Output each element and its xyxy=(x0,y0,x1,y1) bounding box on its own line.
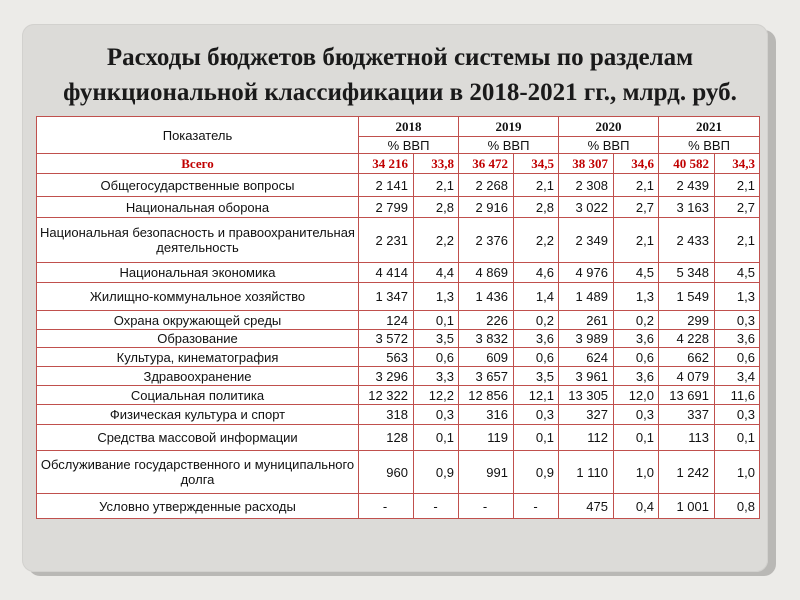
cell-2019-value: 991 xyxy=(459,451,514,494)
cell-2021-value: 337 xyxy=(659,405,715,425)
cell-2020-value: 1 489 xyxy=(559,283,614,311)
title-line-2: функциональной классификации в 2018-2021 гг., млрд. руб. xyxy=(63,79,737,106)
cell-2020-gdp: 1,3 xyxy=(614,283,659,311)
cell-2020-gdp: 2,1 xyxy=(614,218,659,263)
cell-2021-gdp: 2,1 xyxy=(715,174,760,197)
cell-2018-value: 4 414 xyxy=(359,263,414,283)
row-label: Обслуживание государственного и муниципального долга xyxy=(37,451,359,494)
cell-2018-gdp: 0,9 xyxy=(414,451,459,494)
cell-2020-gdp: 0,3 xyxy=(614,405,659,425)
cell-2019-gdp: 4,6 xyxy=(514,263,559,283)
cell-2020-gdp: 0,6 xyxy=(614,348,659,367)
year-header-2019: 2019 xyxy=(459,117,559,137)
cell-2021-gdp: 1,0 xyxy=(715,451,760,494)
cell-2020-gdp: 0,1 xyxy=(614,425,659,451)
cell-2018-gdp: 0,1 xyxy=(414,311,459,330)
cell-2020-value: 3 022 xyxy=(559,197,614,218)
cell-2018-value: 563 xyxy=(359,348,414,367)
table-row xyxy=(37,197,760,218)
cell-2021-gdp: 0,1 xyxy=(715,425,760,451)
cell-2020-value: 3 961 xyxy=(559,367,614,386)
cell-2020-value: 2 308 xyxy=(559,174,614,197)
cell-2019-value: 3 657 xyxy=(459,367,514,386)
row-label: Средства массовой информации xyxy=(37,425,359,451)
cell-2021-value: 662 xyxy=(659,348,715,367)
total-2020-value: 38 307 xyxy=(559,154,614,174)
cell-2020-gdp: 3,6 xyxy=(614,367,659,386)
row-label: Социальная политика xyxy=(37,386,359,405)
cell-2019-gdp: 2,2 xyxy=(514,218,559,263)
gdp-header-2020: % ВВП xyxy=(559,137,659,154)
cell-2019-value: 12 856 xyxy=(459,386,514,405)
row-label: Национальная безопасность и правоохранительная деятельность xyxy=(37,218,359,263)
cell-2018-value: 1 347 xyxy=(359,283,414,311)
cell-2020-value: 1 110 xyxy=(559,451,614,494)
total-2018-value: 34 216 xyxy=(359,154,414,174)
cell-2018-gdp: 12,2 xyxy=(414,386,459,405)
cell-2020-value: 2 349 xyxy=(559,218,614,263)
cell-2020-gdp: 2,1 xyxy=(614,174,659,197)
cell-2018-value: 3 572 xyxy=(359,330,414,348)
table-row xyxy=(37,425,760,451)
cell-2020-gdp: 0,2 xyxy=(614,311,659,330)
cell-2019-gdp: 1,4 xyxy=(514,283,559,311)
cell-2019-gdp: 0,6 xyxy=(514,348,559,367)
row-label: Культура, кинематография xyxy=(37,348,359,367)
cell-2019-gdp: 2,8 xyxy=(514,197,559,218)
cell-2020-value: 13 305 xyxy=(559,386,614,405)
year-header-2021: 2021 xyxy=(659,117,760,137)
total-2019-value: 36 472 xyxy=(459,154,514,174)
cell-2020-gdp: 2,7 xyxy=(614,197,659,218)
table-row xyxy=(37,405,760,425)
table-row xyxy=(37,367,760,386)
cell-2020-gdp: 4,5 xyxy=(614,263,659,283)
table-row xyxy=(37,451,760,494)
table-row xyxy=(37,386,760,405)
cell-2019-value: 226 xyxy=(459,311,514,330)
table-row xyxy=(37,348,760,367)
cell-2018-gdp: 2,2 xyxy=(414,218,459,263)
cell-2018-gdp: 0,6 xyxy=(414,348,459,367)
cell-2020-value: 112 xyxy=(559,425,614,451)
cell-2019-value: 2 916 xyxy=(459,197,514,218)
cell-2021-value: 2 439 xyxy=(659,174,715,197)
cell-2021-value: 4 228 xyxy=(659,330,715,348)
total-2019-gdp: 34,5 xyxy=(514,154,559,174)
year-header-row xyxy=(37,117,760,137)
cell-2018-gdp: - xyxy=(414,494,459,519)
row-label: Здравоохранение xyxy=(37,367,359,386)
cell-2021-gdp: 4,5 xyxy=(715,263,760,283)
cell-2019-value: 609 xyxy=(459,348,514,367)
cell-2018-gdp: 0,1 xyxy=(414,425,459,451)
indicator-header: Показатель xyxy=(37,117,359,154)
total-2021-gdp: 34,3 xyxy=(715,154,760,174)
table-row xyxy=(37,311,760,330)
cell-2021-value: 1 549 xyxy=(659,283,715,311)
cell-2020-value: 4 976 xyxy=(559,263,614,283)
table-row xyxy=(37,174,760,197)
cell-2020-value: 475 xyxy=(559,494,614,519)
cell-2021-value: 113 xyxy=(659,425,715,451)
row-label: Образование xyxy=(37,330,359,348)
cell-2019-value: 4 869 xyxy=(459,263,514,283)
cell-2021-gdp: 3,4 xyxy=(715,367,760,386)
cell-2021-gdp: 0,3 xyxy=(715,311,760,330)
row-label: Жилищно-коммунальное хозяйство xyxy=(37,283,359,311)
total-label: Всего xyxy=(37,154,359,174)
row-label: Охрана окружающей среды xyxy=(37,311,359,330)
cell-2019-gdp: 3,6 xyxy=(514,330,559,348)
cell-2021-value: 1 001 xyxy=(659,494,715,519)
cell-2019-value: 1 436 xyxy=(459,283,514,311)
cell-2021-gdp: 0,8 xyxy=(715,494,760,519)
cell-2018-value: 318 xyxy=(359,405,414,425)
cell-2018-value: 128 xyxy=(359,425,414,451)
cell-2019-gdp: 2,1 xyxy=(514,174,559,197)
cell-2020-value: 3 989 xyxy=(559,330,614,348)
cell-2019-value: - xyxy=(459,494,514,519)
cell-2021-gdp: 2,7 xyxy=(715,197,760,218)
cell-2021-gdp: 2,1 xyxy=(715,218,760,263)
row-label: Национальная оборона xyxy=(37,197,359,218)
cell-2019-gdp: - xyxy=(514,494,559,519)
cell-2018-value: 124 xyxy=(359,311,414,330)
cell-2018-gdp: 4,4 xyxy=(414,263,459,283)
cell-2020-gdp: 1,0 xyxy=(614,451,659,494)
gdp-header-2019: % ВВП xyxy=(459,137,559,154)
cell-2021-value: 3 163 xyxy=(659,197,715,218)
cell-2020-value: 327 xyxy=(559,405,614,425)
cell-2018-gdp: 3,5 xyxy=(414,330,459,348)
cell-2018-value: - xyxy=(359,494,414,519)
cell-2018-gdp: 2,1 xyxy=(414,174,459,197)
table-row xyxy=(37,283,760,311)
cell-2021-gdp: 1,3 xyxy=(715,283,760,311)
cell-2020-value: 261 xyxy=(559,311,614,330)
total-row xyxy=(37,154,760,174)
cell-2019-value: 2 376 xyxy=(459,218,514,263)
cell-2020-value: 624 xyxy=(559,348,614,367)
cell-2018-value: 12 322 xyxy=(359,386,414,405)
cell-2018-gdp: 1,3 xyxy=(414,283,459,311)
cell-2021-value: 5 348 xyxy=(659,263,715,283)
year-header-2020: 2020 xyxy=(559,117,659,137)
cell-2018-gdp: 2,8 xyxy=(414,197,459,218)
cell-2018-value: 960 xyxy=(359,451,414,494)
cell-2018-value: 2 231 xyxy=(359,218,414,263)
cell-2021-value: 1 242 xyxy=(659,451,715,494)
budget-expenditure-table xyxy=(36,116,760,519)
cell-2019-value: 2 268 xyxy=(459,174,514,197)
table-body xyxy=(37,154,760,519)
cell-2019-gdp: 0,1 xyxy=(514,425,559,451)
table-row xyxy=(37,218,760,263)
cell-2019-value: 3 832 xyxy=(459,330,514,348)
cell-2021-value: 4 079 xyxy=(659,367,715,386)
gdp-header-2021: % ВВП xyxy=(659,137,760,154)
total-2021-value: 40 582 xyxy=(659,154,715,174)
total-2018-gdp: 33,8 xyxy=(414,154,459,174)
row-label: Национальная экономика xyxy=(37,263,359,283)
cell-2019-gdp: 12,1 xyxy=(514,386,559,405)
cell-2021-value: 2 433 xyxy=(659,218,715,263)
year-header-2018: 2018 xyxy=(359,117,459,137)
total-2020-gdp: 34,6 xyxy=(614,154,659,174)
table-row xyxy=(37,330,760,348)
cell-2020-gdp: 12,0 xyxy=(614,386,659,405)
cell-2019-gdp: 0,9 xyxy=(514,451,559,494)
cell-2021-gdp: 11,6 xyxy=(715,386,760,405)
cell-2021-gdp: 0,3 xyxy=(715,405,760,425)
cell-2019-gdp: 0,2 xyxy=(514,311,559,330)
cell-2021-gdp: 0,6 xyxy=(715,348,760,367)
table-row xyxy=(37,494,760,519)
cell-2021-gdp: 3,6 xyxy=(715,330,760,348)
cell-2021-value: 13 691 xyxy=(659,386,715,405)
cell-2019-value: 119 xyxy=(459,425,514,451)
cell-2018-value: 2 141 xyxy=(359,174,414,197)
title-line-1: Расходы бюджетов бюджетной системы по разделам xyxy=(106,44,694,71)
gdp-header-2018: % ВВП xyxy=(359,137,459,154)
cell-2021-value: 299 xyxy=(659,311,715,330)
table-row xyxy=(37,263,760,283)
row-label: Общегосударственные вопросы xyxy=(37,174,359,197)
slide-title xyxy=(40,40,760,110)
row-label: Физическая культура и спорт xyxy=(37,405,359,425)
cell-2020-gdp: 3,6 xyxy=(614,330,659,348)
cell-2018-gdp: 3,3 xyxy=(414,367,459,386)
cell-2018-gdp: 0,3 xyxy=(414,405,459,425)
cell-2018-value: 2 799 xyxy=(359,197,414,218)
cell-2019-value: 316 xyxy=(459,405,514,425)
row-label: Условно утвержденные расходы xyxy=(37,494,359,519)
cell-2019-gdp: 3,5 xyxy=(514,367,559,386)
cell-2019-gdp: 0,3 xyxy=(514,405,559,425)
cell-2018-value: 3 296 xyxy=(359,367,414,386)
cell-2020-gdp: 0,4 xyxy=(614,494,659,519)
